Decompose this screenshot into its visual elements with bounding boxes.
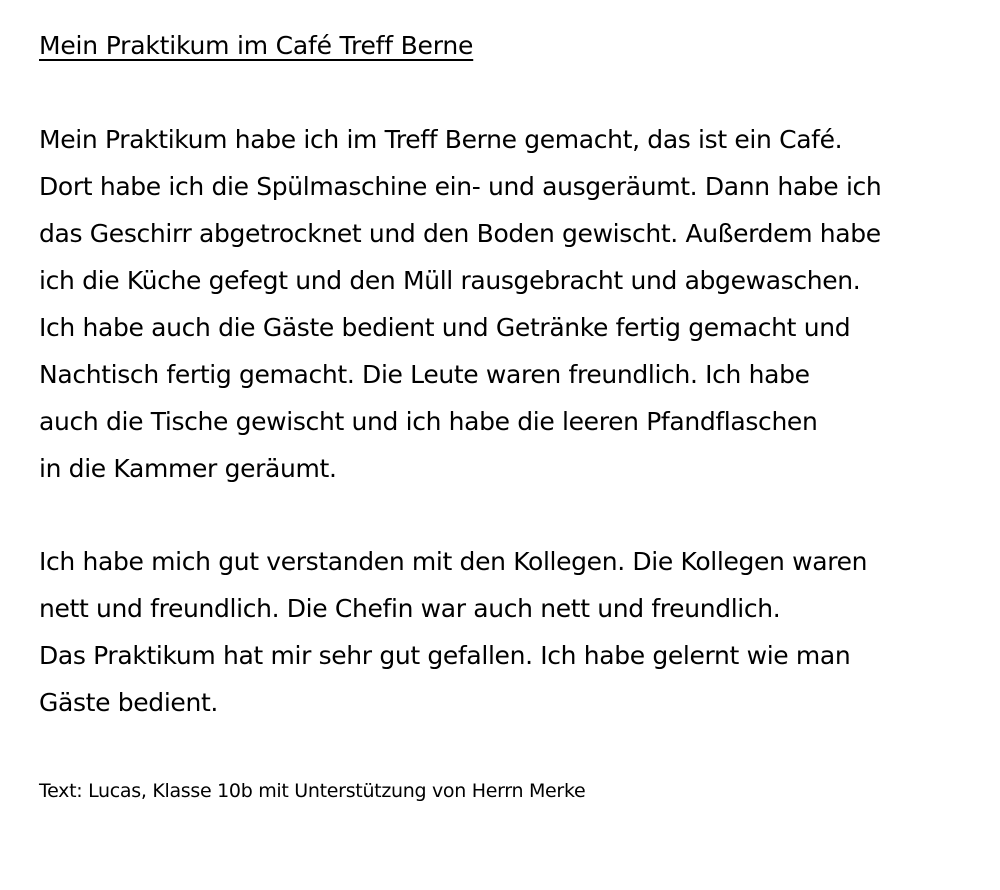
text-line: Dort habe ich die Spülmaschine ein- und ausgeräumt. Dann habe ich <box>39 172 882 201</box>
text-line: Nachtisch fertig gemacht. Die Leute waren freundlich. Ich habe <box>39 360 810 389</box>
text-line: ich die Küche gefegt und den Müll rausgebracht und abgewaschen. <box>39 266 861 295</box>
text-line: das Geschirr abgetrocknet und den Boden gewischt. Außerdem habe <box>39 219 881 248</box>
text-line: in die Kammer geräumt. <box>39 454 337 483</box>
text-line: auch die Tische gewischt und ich habe die leeren Pfandflaschen <box>39 407 818 436</box>
text-line: Ich habe auch die Gäste bedient und Getränke fertig gemacht und <box>39 313 851 342</box>
author-credit: Text: Lucas, Klasse 10b mit Unterstützung von Herrn Merke <box>39 780 586 802</box>
document-title: Mein Praktikum im Café Treff Berne <box>39 31 474 60</box>
text-line: Gäste bedient. <box>39 688 218 717</box>
text-line: Mein Praktikum habe ich im Treff Berne gemacht, das ist ein Café. <box>39 125 843 154</box>
text-line: Das Praktikum hat mir sehr gut gefallen. Ich habe gelernt wie man <box>39 641 851 670</box>
text-line: Ich habe mich gut verstanden mit den Kollegen. Die Kollegen waren <box>39 547 868 576</box>
text-line: nett und freundlich. Die Chefin war auch nett und freundlich. <box>39 594 781 623</box>
